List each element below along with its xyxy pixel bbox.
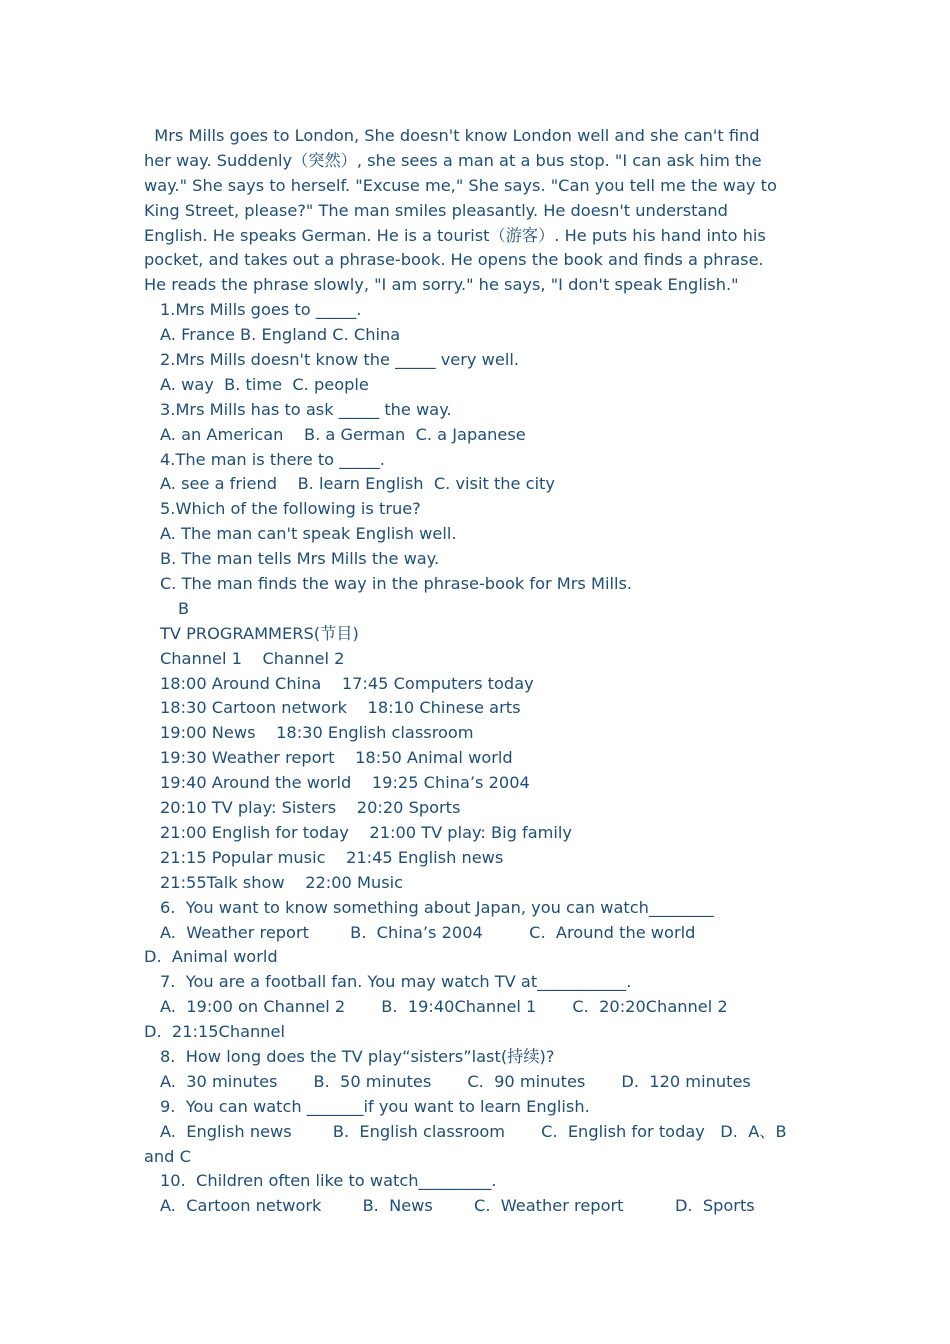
- question-5: 5.Which of the following is true?: [160, 499, 421, 519]
- schedule-row: 19:30 Weather report 18:50 Animal world: [160, 748, 513, 768]
- passage-line: English. He speaks German. He is a tourist（游客）. He puts his hand into his: [144, 225, 766, 245]
- question-10-options: A. Cartoon network B. News C. Weather report D. Sports: [160, 1196, 755, 1216]
- question-7: 7. You are a football fan. You may watch TV at___________.: [160, 972, 632, 992]
- question-9-options-cont: and C: [144, 1146, 191, 1166]
- passage-line: Mrs Mills goes to London, She doesn't know London well and she can't find: [144, 126, 760, 145]
- passage-line: King Street, please?" The man smiles pleasantly. He doesn't understand: [144, 200, 728, 220]
- schedule-header: Channel 1 Channel 2: [160, 648, 345, 668]
- schedule-row: 19:40 Around the world 19:25 China’s 2004: [160, 773, 530, 793]
- question-7-options-cont: D. 21:15Channel: [144, 1022, 286, 1042]
- question-5-option-c: C. The man finds the way in the phrase-book for Mrs Mills.: [160, 574, 633, 594]
- question-9-options: A. English news B. English classroom C. English for today D. A、B: [160, 1121, 787, 1141]
- passage-line: her way. Suddenly（突然）, she sees a man at a bus stop. "I can ask him the: [144, 150, 762, 170]
- question-9: 9. You can watch _______if you want to learn English.: [160, 1096, 590, 1116]
- question-3-options: A. an American B. a German C. a Japanese: [160, 424, 526, 444]
- question-1-options: A. France B. England C. China: [160, 325, 401, 345]
- schedule-row: 18:00 Around China 17:45 Computers today: [160, 673, 534, 693]
- question-8-options: A. 30 minutes B. 50 minutes C. 90 minutes D. 120 minutes: [160, 1071, 751, 1091]
- section-b-label: B: [178, 598, 190, 618]
- part-a-questions: [144, 298, 808, 597]
- tv-schedule: [144, 647, 808, 896]
- schedule-row: 18:30 Cartoon network 18:10 Chinese arts: [160, 698, 521, 718]
- question-5-option-b: B. The man tells Mrs Mills the way.: [160, 549, 440, 569]
- question-10: 10. Children often like to watch_________.: [160, 1171, 497, 1191]
- schedule-row: 21:55Talk show 22:00 Music: [160, 872, 404, 892]
- question-6-options: A. Weather report B. China’s 2004 C. Around the world: [160, 922, 696, 942]
- question-4: 4.The man is there to _____.: [160, 449, 385, 469]
- question-1: 1.Mrs Mills goes to _____.: [160, 300, 362, 320]
- passage-line: pocket, and takes out a phrase-book. He opens the book and finds a phrase.: [144, 250, 764, 270]
- question-3: 3.Mrs Mills has to ask _____ the way.: [160, 399, 452, 419]
- question-6-options-cont: D. Animal world: [144, 947, 278, 967]
- question-5-option-a: A. The man can't speak English well.: [160, 524, 457, 544]
- schedule-row: 20:10 TV play: Sisters 20:20 Sports: [160, 798, 461, 818]
- document-page: [144, 124, 808, 1219]
- question-2: 2.Mrs Mills doesn't know the _____ very well.: [160, 350, 519, 370]
- schedule-row: 21:00 English for today 21:00 TV play: Big family: [160, 822, 572, 842]
- question-4-options: A. see a friend B. learn English C. visit the city: [160, 474, 555, 494]
- question-8: 8. How long does the TV play“sisters”last(持续)?: [160, 1046, 555, 1066]
- schedule-row: 19:00 News 18:30 English classroom: [160, 723, 474, 743]
- passage-line: way." She says to herself. "Excuse me," She says. "Can you tell me the way to: [144, 175, 777, 195]
- question-7-options: A. 19:00 on Channel 2 B. 19:40Channel 1 C. 20:20Channel 2: [160, 997, 728, 1017]
- reading-passage: [144, 124, 808, 298]
- question-2-options: A. way B. time C. people: [160, 374, 369, 394]
- part-b-questions: [144, 896, 808, 1220]
- tv-schedule-title: TV PROGRAMMERS(节目): [160, 623, 359, 643]
- question-6: 6. You want to know something about Japan, you can watch________: [160, 897, 714, 917]
- schedule-row: 21:15 Popular music 21:45 English news: [160, 847, 504, 867]
- passage-line: He reads the phrase slowly, "I am sorry." he says, "I don't speak English.": [144, 275, 739, 295]
